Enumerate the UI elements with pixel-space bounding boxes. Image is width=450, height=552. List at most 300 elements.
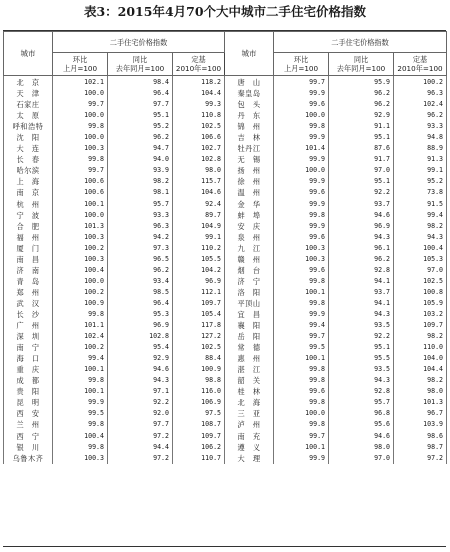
right-city-cell: 韶 关	[225, 375, 274, 386]
left-city-cell: 昆 明	[4, 397, 53, 408]
table-row	[4, 320, 447, 331]
left-yoy-cell: 94.0	[108, 154, 173, 165]
right-yoy-cell: 94.6	[329, 431, 394, 442]
left-mom-cell: 100.6	[53, 176, 108, 187]
right-mom-cell: 100.3	[274, 254, 329, 265]
table-row	[4, 165, 447, 176]
left-yoy-cell: 97.2	[108, 431, 173, 442]
right-yoy-cell: 92.9	[329, 110, 394, 121]
table-row	[4, 132, 447, 143]
left-mom-cell: 100.1	[53, 386, 108, 397]
left-fixed-header: 定基 2010年=100	[173, 53, 225, 76]
left-fixed-cell: 102.5	[173, 342, 225, 353]
left-city-cell: 深 圳	[4, 331, 53, 342]
right-city-cell: 洛 阳	[225, 287, 274, 298]
left-city-cell: 成 都	[4, 375, 53, 386]
right-mom-cell: 99.8	[274, 298, 329, 309]
right-fixed-cell: 99.4	[394, 210, 447, 221]
table-row	[4, 265, 447, 276]
right-city-cell: 惠 州	[225, 353, 274, 364]
table-row	[4, 99, 447, 110]
right-yoy-cell: 93.5	[329, 364, 394, 375]
left-yoy-cell: 98.5	[108, 287, 173, 298]
right-city-cell: 牡丹江	[225, 143, 274, 154]
left-city-cell: 银 川	[4, 442, 53, 453]
right-fixed-cell: 73.8	[394, 187, 447, 198]
left-yoy-cell: 98.2	[108, 176, 173, 187]
right-mom-cell: 99.8	[274, 419, 329, 430]
right-yoy-cell: 87.6	[329, 143, 394, 154]
left-city-cell: 长 沙	[4, 309, 53, 320]
left-fixed-cell: 96.9	[173, 276, 225, 287]
table-row	[4, 386, 447, 397]
right-city-cell: 赣 州	[225, 254, 274, 265]
right-city-cell: 宜 昌	[225, 309, 274, 320]
right-mom-cell: 99.7	[274, 76, 329, 89]
right-city-cell: 扬 州	[225, 165, 274, 176]
left-index-group-header: 二手住宅价格指数	[53, 32, 225, 53]
right-city-cell: 九 江	[225, 243, 274, 254]
left-city-cell: 北 京	[4, 76, 53, 89]
right-mom-cell: 99.9	[274, 221, 329, 232]
right-mom-cell: 99.9	[274, 453, 329, 464]
left-fixed-cell: 106.2	[173, 442, 225, 453]
left-city-cell: 南 昌	[4, 254, 53, 265]
left-yoy-cell: 94.7	[108, 143, 173, 154]
left-mom-cell: 100.4	[53, 265, 108, 276]
right-fixed-cell: 103.2	[394, 309, 447, 320]
left-city-cell: 贵 阳	[4, 386, 53, 397]
right-city-cell: 北 海	[225, 397, 274, 408]
left-city-cell: 海 口	[4, 353, 53, 364]
left-city-cell: 南 宁	[4, 342, 53, 353]
right-fixed-cell: 102.5	[394, 276, 447, 287]
left-city-cell: 合 肥	[4, 221, 53, 232]
right-city-cell: 烟 台	[225, 265, 274, 276]
right-city-cell: 常 德	[225, 342, 274, 353]
right-yoy-cell: 95.9	[329, 76, 394, 89]
right-mom-cell: 99.8	[274, 375, 329, 386]
right-yoy-cell: 92.2	[329, 331, 394, 342]
left-city-cell: 长 春	[4, 154, 53, 165]
right-mom-cell: 99.8	[274, 121, 329, 132]
left-yoy-cell: 92.2	[108, 397, 173, 408]
left-mom-cell: 100.1	[53, 364, 108, 375]
price-index-table	[3, 31, 447, 464]
right-mom-cell: 99.6	[274, 265, 329, 276]
left-yoy-cell: 96.4	[108, 298, 173, 309]
right-city-cell: 无 锡	[225, 154, 274, 165]
right-city-cell: 大 理	[225, 453, 274, 464]
right-yoy-cell: 96.1	[329, 243, 394, 254]
table-row	[4, 442, 447, 453]
left-yoy-cell: 97.7	[108, 419, 173, 430]
right-yoy-cell: 92.8	[329, 265, 394, 276]
left-mom-cell: 100.3	[53, 232, 108, 243]
left-city-cell: 郑 州	[4, 287, 53, 298]
right-city-cell: 唐 山	[225, 76, 274, 89]
left-fixed-cell: 102.5	[173, 121, 225, 132]
left-yoy-cell: 97.1	[108, 386, 173, 397]
right-mom-cell: 99.8	[274, 397, 329, 408]
right-yoy-cell: 98.0	[329, 442, 394, 453]
right-fixed-header: 定基 2010年=100	[394, 53, 447, 76]
right-fixed-cell: 97.0	[394, 265, 447, 276]
table-row	[4, 298, 447, 309]
left-yoy-cell: 96.2	[108, 265, 173, 276]
right-fixed-cell: 88.9	[394, 143, 447, 154]
left-city-header: 城市	[4, 32, 53, 76]
right-fixed-cell: 103.9	[394, 419, 447, 430]
left-yoy-cell: 94.2	[108, 232, 173, 243]
table-row	[4, 221, 447, 232]
right-fixed-cell: 104.4	[394, 364, 447, 375]
left-city-cell: 南 京	[4, 187, 53, 198]
right-yoy-cell: 95.1	[329, 342, 394, 353]
table-row	[4, 453, 447, 464]
left-mom-cell: 99.8	[53, 309, 108, 320]
right-city-cell: 平顶山	[225, 298, 274, 309]
right-mom-cell: 99.7	[274, 431, 329, 442]
right-mom-cell: 99.4	[274, 320, 329, 331]
left-yoy-cell: 98.1	[108, 187, 173, 198]
right-yoy-cell: 97.0	[329, 165, 394, 176]
left-city-cell: 西 安	[4, 408, 53, 419]
table-row	[4, 276, 447, 287]
left-yoy-cell: 92.0	[108, 408, 173, 419]
right-city-cell: 吉 林	[225, 132, 274, 143]
left-mom-cell: 99.8	[53, 375, 108, 386]
left-mom-cell: 100.0	[53, 132, 108, 143]
left-fixed-cell: 110.8	[173, 110, 225, 121]
right-yoy-cell: 94.1	[329, 298, 394, 309]
table-row	[4, 309, 447, 320]
left-city-cell: 上 海	[4, 176, 53, 187]
right-fixed-cell: 98.0	[394, 386, 447, 397]
left-fixed-cell: 109.7	[173, 298, 225, 309]
left-fixed-cell: 106.6	[173, 132, 225, 143]
table-row	[4, 110, 447, 121]
table-title: 表3：2015年4月70个大中城市二手住宅价格指数	[83, 4, 367, 19]
right-fixed-cell: 104.0	[394, 353, 447, 364]
right-mom-cell: 99.6	[274, 99, 329, 110]
left-mom-cell: 99.9	[53, 397, 108, 408]
right-city-cell: 安 庆	[225, 221, 274, 232]
left-yoy-cell: 93.9	[108, 165, 173, 176]
left-fixed-cell: 99.1	[173, 232, 225, 243]
right-mom-cell: 100.1	[274, 353, 329, 364]
left-fixed-cell: 105.4	[173, 309, 225, 320]
right-fixed-cell: 98.2	[394, 221, 447, 232]
right-fixed-cell: 101.3	[394, 397, 447, 408]
left-mom-cell: 100.0	[53, 210, 108, 221]
left-city-cell: 济 南	[4, 265, 53, 276]
right-city-cell: 岳 阳	[225, 331, 274, 342]
right-mom-cell: 100.1	[274, 287, 329, 298]
right-mom-cell: 99.6	[274, 187, 329, 198]
left-city-cell: 重 庆	[4, 364, 53, 375]
right-city-cell: 丹 东	[225, 110, 274, 121]
right-fixed-cell: 97.2	[394, 453, 447, 464]
left-mom-cell: 100.3	[53, 254, 108, 265]
right-mom-cell: 100.1	[274, 442, 329, 453]
right-city-cell: 徐 州	[225, 176, 274, 187]
right-city-cell: 金 华	[225, 199, 274, 210]
left-city-cell: 青 岛	[4, 276, 53, 287]
right-yoy-header: 同比 去年同月=100	[329, 53, 394, 76]
right-city-cell: 秦皇岛	[225, 88, 274, 99]
right-yoy-cell: 94.6	[329, 210, 394, 221]
table-row	[4, 121, 447, 132]
right-fixed-cell: 96.2	[394, 110, 447, 121]
right-yoy-cell: 93.7	[329, 199, 394, 210]
right-city-cell: 襄 阳	[225, 320, 274, 331]
right-yoy-cell: 91.1	[329, 121, 394, 132]
left-yoy-cell: 95.7	[108, 199, 173, 210]
left-yoy-cell: 97.3	[108, 243, 173, 254]
left-mom-cell: 99.8	[53, 442, 108, 453]
right-yoy-cell: 93.5	[329, 320, 394, 331]
right-yoy-cell: 96.2	[329, 254, 394, 265]
table-row	[4, 408, 447, 419]
right-fixed-cell: 102.4	[394, 99, 447, 110]
left-city-cell: 武 汉	[4, 298, 53, 309]
table-row	[4, 143, 447, 154]
table-row	[4, 243, 447, 254]
right-yoy-cell: 94.3	[329, 375, 394, 386]
right-mom-cell: 100.0	[274, 408, 329, 419]
right-fixed-cell: 91.5	[394, 199, 447, 210]
right-yoy-cell: 91.7	[329, 154, 394, 165]
table-row	[4, 254, 447, 265]
left-yoy-cell: 95.3	[108, 309, 173, 320]
right-fixed-cell: 98.6	[394, 431, 447, 442]
right-fixed-cell: 99.1	[394, 165, 447, 176]
right-fixed-cell: 91.3	[394, 154, 447, 165]
table-body	[4, 76, 447, 464]
left-mom-header: 环比 上月=100	[53, 53, 108, 76]
right-fixed-cell: 100.4	[394, 243, 447, 254]
table-row	[4, 431, 447, 442]
table-row	[4, 331, 447, 342]
left-yoy-cell: 96.3	[108, 221, 173, 232]
left-city-cell: 沈 阳	[4, 132, 53, 143]
left-city-cell: 乌鲁木齐	[4, 453, 53, 464]
left-yoy-cell: 102.8	[108, 331, 173, 342]
right-index-group-header: 二手住宅价格指数	[274, 32, 447, 53]
left-fixed-cell: 97.5	[173, 408, 225, 419]
right-city-cell: 锦 州	[225, 121, 274, 132]
right-mom-cell: 99.9	[274, 132, 329, 143]
left-fixed-cell: 104.9	[173, 221, 225, 232]
left-fixed-cell: 98.0	[173, 165, 225, 176]
left-mom-cell: 101.3	[53, 221, 108, 232]
table-row	[4, 419, 447, 430]
right-mom-cell: 99.6	[274, 386, 329, 397]
right-mom-header: 环比 上月=100	[274, 53, 329, 76]
table-row	[4, 88, 447, 99]
right-fixed-cell: 100.8	[394, 287, 447, 298]
table-row	[4, 76, 447, 89]
left-mom-cell: 100.6	[53, 187, 108, 198]
table-row	[4, 342, 447, 353]
left-city-cell: 厦 门	[4, 243, 53, 254]
left-yoy-cell: 96.2	[108, 132, 173, 143]
left-yoy-cell: 98.4	[108, 76, 173, 89]
left-yoy-cell: 94.3	[108, 375, 173, 386]
left-mom-cell: 102.4	[53, 331, 108, 342]
right-fixed-cell: 110.0	[394, 342, 447, 353]
left-mom-cell: 100.3	[53, 453, 108, 464]
left-fixed-cell: 112.1	[173, 287, 225, 298]
left-city-cell: 石家庄	[4, 99, 53, 110]
right-city-cell: 包 头	[225, 99, 274, 110]
right-yoy-cell: 92.8	[329, 386, 394, 397]
right-mom-cell: 99.9	[274, 309, 329, 320]
right-yoy-cell: 96.9	[329, 221, 394, 232]
right-yoy-cell: 95.1	[329, 176, 394, 187]
right-city-cell: 南 充	[225, 431, 274, 442]
left-city-cell: 福 州	[4, 232, 53, 243]
left-mom-cell: 100.4	[53, 431, 108, 442]
table-row	[4, 199, 447, 210]
left-mom-cell: 99.8	[53, 154, 108, 165]
right-mom-cell: 99.9	[274, 176, 329, 187]
left-city-cell: 杭 州	[4, 199, 53, 210]
left-yoy-cell: 94.6	[108, 364, 173, 375]
left-mom-cell: 100.9	[53, 298, 108, 309]
right-city-header: 城市	[225, 32, 274, 76]
left-yoy-cell: 95.4	[108, 342, 173, 353]
right-city-cell: 湛 江	[225, 364, 274, 375]
right-yoy-cell: 95.6	[329, 419, 394, 430]
left-mom-cell: 99.4	[53, 353, 108, 364]
left-mom-cell: 100.3	[53, 143, 108, 154]
left-fixed-cell: 104.2	[173, 265, 225, 276]
left-mom-cell: 99.7	[53, 99, 108, 110]
table-row	[4, 187, 447, 198]
right-city-cell: 蚌 埠	[225, 210, 274, 221]
left-yoy-cell: 97.2	[108, 453, 173, 464]
left-fixed-cell: 105.5	[173, 254, 225, 265]
left-mom-cell: 100.0	[53, 276, 108, 287]
left-mom-cell: 100.2	[53, 342, 108, 353]
left-yoy-cell: 93.4	[108, 276, 173, 287]
left-mom-cell: 100.2	[53, 287, 108, 298]
left-city-cell: 广 州	[4, 320, 53, 331]
table-row	[4, 287, 447, 298]
table-row	[4, 397, 447, 408]
left-mom-cell: 102.1	[53, 76, 108, 89]
right-mom-cell: 100.0	[274, 110, 329, 121]
price-index-table-container	[3, 30, 446, 547]
left-yoy-cell: 94.4	[108, 442, 173, 453]
left-fixed-cell: 89.7	[173, 210, 225, 221]
right-yoy-cell: 92.2	[329, 187, 394, 198]
right-city-cell: 桂 林	[225, 386, 274, 397]
left-city-cell: 呼和浩特	[4, 121, 53, 132]
left-fixed-cell: 109.7	[173, 431, 225, 442]
left-fixed-cell: 102.7	[173, 143, 225, 154]
table-row	[4, 232, 447, 243]
right-fixed-cell: 96.3	[394, 88, 447, 99]
left-city-cell: 天 津	[4, 88, 53, 99]
right-fixed-cell: 94.3	[394, 232, 447, 243]
left-yoy-cell: 93.3	[108, 210, 173, 221]
table-header	[4, 32, 447, 76]
right-yoy-cell: 94.3	[329, 232, 394, 243]
right-yoy-cell: 93.7	[329, 287, 394, 298]
right-yoy-cell: 96.2	[329, 88, 394, 99]
left-yoy-cell: 95.2	[108, 121, 173, 132]
right-yoy-cell: 95.7	[329, 397, 394, 408]
right-fixed-cell: 109.7	[394, 320, 447, 331]
left-fixed-cell: 116.0	[173, 386, 225, 397]
left-fixed-cell: 104.6	[173, 187, 225, 198]
right-fixed-cell: 105.3	[394, 254, 447, 265]
right-fixed-cell: 96.7	[394, 408, 447, 419]
left-mom-cell: 99.5	[53, 408, 108, 419]
left-city-cell: 太 原	[4, 110, 53, 121]
table-row	[4, 210, 447, 221]
right-city-cell: 遵 义	[225, 442, 274, 453]
left-city-cell: 兰 州	[4, 419, 53, 430]
left-fixed-cell: 98.8	[173, 375, 225, 386]
left-mom-cell: 100.1	[53, 199, 108, 210]
right-yoy-cell: 97.0	[329, 453, 394, 464]
right-yoy-cell: 96.2	[329, 99, 394, 110]
right-city-cell: 济 宁	[225, 276, 274, 287]
left-fixed-cell: 118.2	[173, 76, 225, 89]
left-yoy-cell: 95.1	[108, 110, 173, 121]
left-mom-cell: 99.7	[53, 165, 108, 176]
left-city-cell: 西 宁	[4, 431, 53, 442]
right-mom-cell: 99.9	[274, 154, 329, 165]
right-fixed-cell: 98.7	[394, 442, 447, 453]
right-mom-cell: 99.9	[274, 88, 329, 99]
left-fixed-cell: 127.2	[173, 331, 225, 342]
left-mom-cell: 100.0	[53, 88, 108, 99]
right-fixed-cell: 94.8	[394, 132, 447, 143]
right-fixed-cell: 98.2	[394, 331, 447, 342]
table-row	[4, 353, 447, 364]
right-mom-cell: 99.9	[274, 199, 329, 210]
left-yoy-cell: 97.7	[108, 99, 173, 110]
left-city-cell: 宁 波	[4, 210, 53, 221]
left-fixed-cell: 117.8	[173, 320, 225, 331]
right-fixed-cell: 98.2	[394, 375, 447, 386]
right-fixed-cell: 105.9	[394, 298, 447, 309]
left-yoy-cell: 92.9	[108, 353, 173, 364]
right-mom-cell: 100.3	[274, 243, 329, 254]
left-fixed-cell: 115.7	[173, 176, 225, 187]
right-mom-cell: 99.8	[274, 210, 329, 221]
left-fixed-cell: 102.8	[173, 154, 225, 165]
left-yoy-cell: 96.9	[108, 320, 173, 331]
right-yoy-cell: 95.1	[329, 132, 394, 143]
left-fixed-cell: 108.7	[173, 419, 225, 430]
right-city-cell: 温 州	[225, 187, 274, 198]
left-mom-cell: 99.8	[53, 419, 108, 430]
right-yoy-cell: 96.8	[329, 408, 394, 419]
right-mom-cell: 99.8	[274, 276, 329, 287]
right-yoy-cell: 95.5	[329, 353, 394, 364]
left-fixed-cell: 99.3	[173, 99, 225, 110]
left-fixed-cell: 106.9	[173, 397, 225, 408]
left-yoy-cell: 96.4	[108, 88, 173, 99]
right-mom-cell: 99.8	[274, 364, 329, 375]
table-row	[4, 364, 447, 375]
